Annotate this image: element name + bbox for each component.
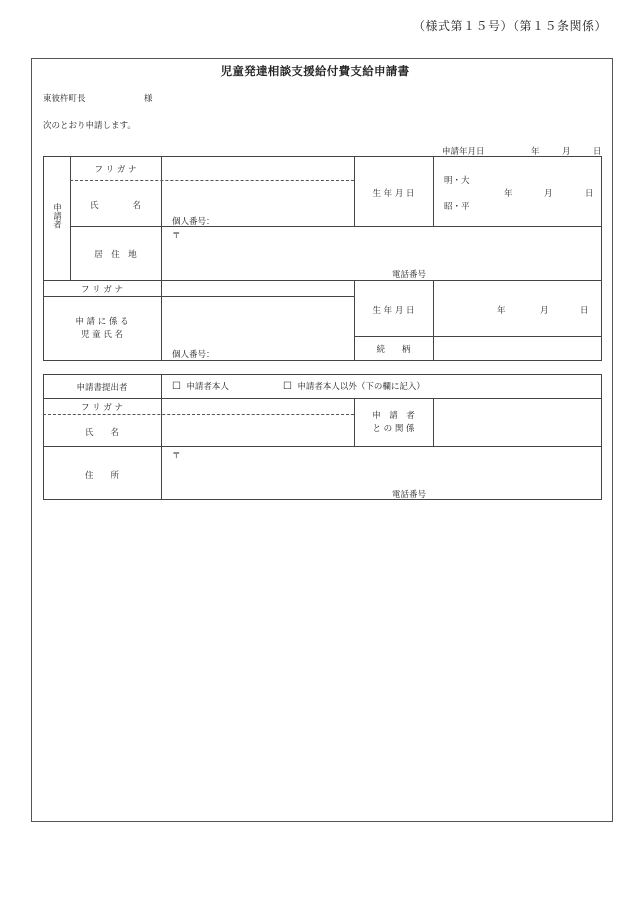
applicant-address-field[interactable]	[163, 228, 600, 266]
addressee-honorific: 様	[144, 94, 153, 104]
applicant-birth-month-unit: 月	[544, 189, 553, 199]
form-number-note: （様式第１５号）（第１５条関係）	[412, 19, 607, 33]
application-date-month-input[interactable]	[542, 140, 560, 156]
applicant-side-label: 申請者	[51, 203, 62, 229]
application-date-month-unit: 月	[562, 147, 571, 157]
submitter-furigana-field[interactable]	[163, 400, 352, 413]
child-relationship-label: 続 柄	[376, 345, 411, 355]
submitter-furigana-label: フ リ ガ ナ	[80, 403, 124, 413]
application-date-year-unit: 年	[531, 147, 540, 157]
submitter-phone-label: 電話番号	[392, 490, 427, 500]
applicant-birth-day-unit: 日	[585, 189, 594, 199]
submitter-name-label: 氏 名	[84, 428, 119, 438]
child-furigana-field[interactable]	[163, 282, 352, 295]
application-date-day-input[interactable]	[572, 140, 590, 156]
submitter-option-self[interactable]: ☐ 申請者本人	[172, 381, 229, 392]
addressee-name: 東彼杵町長	[43, 94, 86, 104]
intro-text: 次のとおり申請します。	[43, 121, 136, 131]
checkbox-icon[interactable]: ☐	[283, 381, 292, 392]
applicant-furigana-label: フ リ ガ ナ	[94, 165, 137, 175]
applicant-era-option-2[interactable]: 昭・平	[444, 202, 470, 212]
applicant-postal-mark: 〒	[172, 231, 181, 241]
child-name-field[interactable]	[163, 298, 352, 342]
applicant-era-option-1[interactable]: 明・大	[444, 176, 470, 186]
submitter-address-field[interactable]	[163, 448, 600, 486]
child-personal-number-label: 個人番号：	[172, 350, 215, 360]
applicant-furigana-field[interactable]	[163, 158, 352, 178]
submitter-relation-label: 申 請 者 と の 関 係	[372, 411, 415, 434]
submitter-name-field[interactable]	[163, 416, 352, 444]
applicant-personal-number-label: 個人番号：	[172, 217, 215, 227]
submitter-address-label: 住 所	[84, 471, 119, 481]
child-birth-label: 生 年 月 日	[372, 306, 415, 316]
submitter-postal-mark: 〒	[172, 451, 181, 461]
child-birth-day-unit: 日	[580, 306, 589, 316]
applicant-birth-label: 生 年 月 日	[372, 189, 415, 199]
applicant-phone-label: 電話番号	[392, 270, 427, 280]
applicant-name-field[interactable]	[163, 183, 352, 211]
applicant-address-label: 居 住 地	[94, 250, 137, 260]
child-birth-year-unit: 年	[497, 306, 506, 316]
application-date-day-unit: 日	[593, 147, 602, 157]
child-furigana-label: フ リ ガ ナ	[80, 285, 124, 295]
application-date-year-input[interactable]	[495, 140, 525, 156]
checkbox-icon[interactable]: ☐	[172, 381, 181, 392]
child-name-label: 申 請 に 係 る 児 童 氏 名	[75, 317, 129, 340]
applicant-birth-year-unit: 年	[504, 189, 513, 199]
submitter-option-other[interactable]: ☐ 申請者本人以外（下の欄に記入）	[283, 381, 425, 392]
submitter-relation-field[interactable]	[435, 400, 600, 444]
child-relationship-field[interactable]	[435, 338, 600, 359]
form-title: 児童発達相談支援給付費支給申請書	[220, 64, 410, 78]
submitter-label: 申請書提出者	[76, 383, 128, 393]
child-birth-month-unit: 月	[540, 306, 549, 316]
applicant-name-label: 氏 名	[89, 201, 141, 211]
application-date-label: 申請年月日	[442, 147, 485, 157]
